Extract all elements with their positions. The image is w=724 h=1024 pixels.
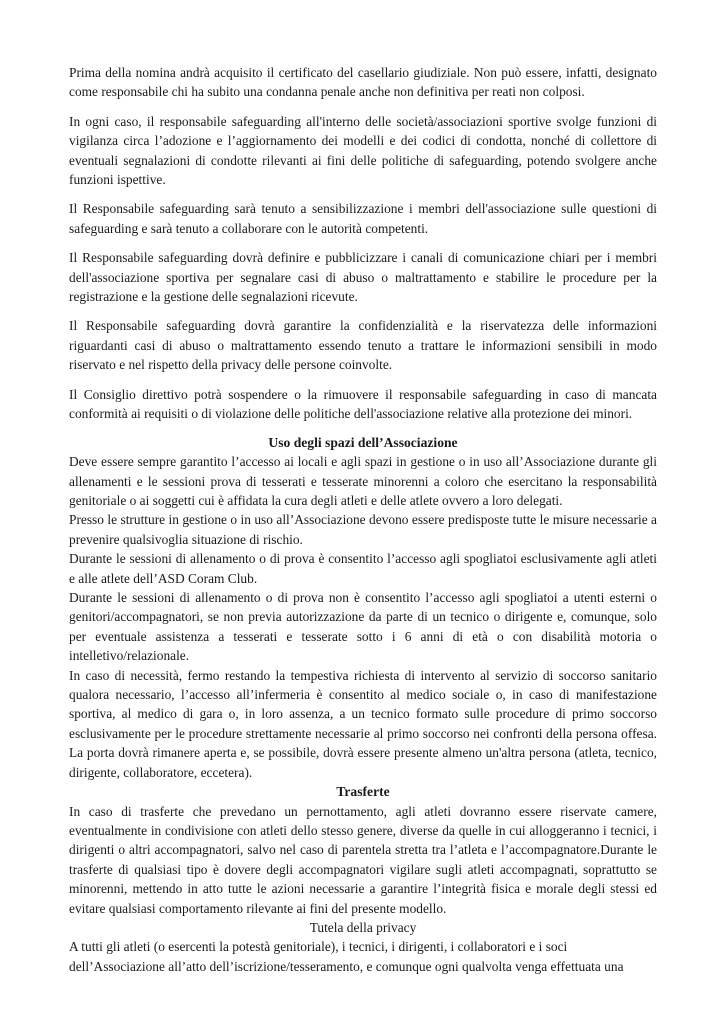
intro-paragraph-4: Il Responsabile safeguarding dovrà definire e pubblicizzare i canali di comunicazione chiari per i membri dell'associazione sportiva per segnalare casi di abuso o maltrattamento e stabilire le procedure per la registrazione e la gestione delle segnalazioni ricevute. — [69, 250, 657, 305]
travel-paragraph-1: In caso di trasferte che prevedano un pernottamento, agli atleti dovranno essere riservate camere, eventualmente in condivisione con atleti dello stesso genere, diverse da quelle in cui alloggeranno i tecnici, i dirigenti o altri accompagnatori, salvo nel caso di parentela stretta tra l’atleta e l’accompagnatore.Durante le trasferte di qualsiasi tipo è dovere degli accompagnatori vigilare sugli atleti accompagnati, soprattutto se minorenni, mettendo in atto tutte le azioni necessarie a garantire l’integrità fisica e morale degli stessi ed evitare qualsiasi comportamento rilevante ai fini del presente modello. — [69, 803, 657, 916]
privacy-line-1: A tutti gli atleti (o esercenti la potestà genitoriale), i tecnici, i dirigenti, i collaboratori e i soci — [69, 939, 568, 955]
intro-paragraph-6: Il Consiglio direttivo potrà sospendere o la rimuovere il responsabile safeguarding in caso di mancata conformità ai requisiti o di violazione delle politiche dell'associazione relative alla protezione dei minori. — [69, 386, 657, 422]
spaces-paragraph-5: In caso di necessità, fermo restando la tempestiva richiesta di intervento al servizio di soccorso sanitario qualora necessario, l’accesso all’infermeria è consentito al medico sociale o, in caso di manifestazione sportiva, al medico di gara o, in loro assenza, a un tecnico formato sulle procedure di primo soccorso esclusivamente per le procedure strettamente necessarie al primo soccorso nei confronti della persona offesa. La porta dovrà rimanere aperta e, se possibile, dovrà essere presente almeno un'altra persona (atleta, tecnico, dirigente, collaboratore, eccetera). — [69, 667, 657, 780]
intro-paragraph-5: Il Responsabile safeguarding dovrà garantire la confidenzialità e la riservatezza delle informazioni riguardanti casi di abuso o maltrattamento essendo tenuto a trattare le informazioni sensibili in modo riservato e nel rispetto della privacy delle persone coinvolte. — [69, 318, 657, 373]
intro-paragraph-3: Il Responsabile safeguarding sarà tenuto a sensibilizzazione i membri dell'associazione sulle questioni di safeguarding e sarà tenuto a collaborare con le autorità competenti. — [69, 201, 657, 236]
document-body — [69, 63, 657, 976]
spaces-paragraph-4: Durante le sessioni di allenamento o di prova non è consentito l’accesso agli spogliatoi a utenti esterni o genitori/accompagnatori, se non previa autorizzazione da parte di un tecnico o dirigente e, comunque, solo per eventuale assistenza a tesserati e tesserate sotto i 6 anni di età o con disabilità motoria o intelletivo/relazionale. — [69, 589, 657, 664]
spaces-paragraph-2: Presso le strutture in gestione o in uso all’Associazione devono essere predisposte tutte le misure necessarie a prevenire qualsivoglia situazione di rischio. — [69, 512, 657, 547]
section-heading-travel: Trasferte — [336, 784, 390, 799]
spaces-paragraph-1: Deve essere sempre garantito l’accesso ai locali e agli spazi in gestione o in uso all’Associazione durante gli allenamenti e le sessioni prova di tesserati e tesserate minorenni a coloro che esercitano la responsabilità genitoriale o ai soggetti cui è affidata la cura degli atleti e delle atlete ovvero a loro delegati. — [69, 454, 657, 508]
privacy-line-2: dell’Associazione all’atto dell’iscrizione/tesseramento, e comunque ogni qualvolta venga effettuata una — [69, 958, 624, 974]
section-heading-spaces: Uso degli spazi dell’Associazione — [268, 434, 458, 450]
section-heading-privacy: Tutela della privacy — [309, 920, 417, 936]
spaces-paragraph-3: Durante le sessioni di allenamento o di prova è consentito l’accesso agli spogliatoi esclusivamente agli atleti e alle atlete dell’ASD Coram Club. — [69, 551, 657, 586]
intro-paragraph-2: In ogni caso, il responsabile safeguarding all'interno delle società/associazioni sportive svolge funzioni di vigilanza circa l’adozione e l’aggiornamento dei modelli e dei codici di condotta, nonché di collettore di eventuali segnalazioni di condotte rilevanti ai fini delle politiche di safeguarding, potendo svolgere anche funzioni ispettive. — [69, 113, 657, 188]
intro-paragraph-1: Prima della nomina andrà acquisito il certificato del casellario giudiziale. Non può essere, infatti, designato come responsabile chi ha subito una condanna penale anche non definitiva per reati non colposi. — [69, 65, 657, 100]
